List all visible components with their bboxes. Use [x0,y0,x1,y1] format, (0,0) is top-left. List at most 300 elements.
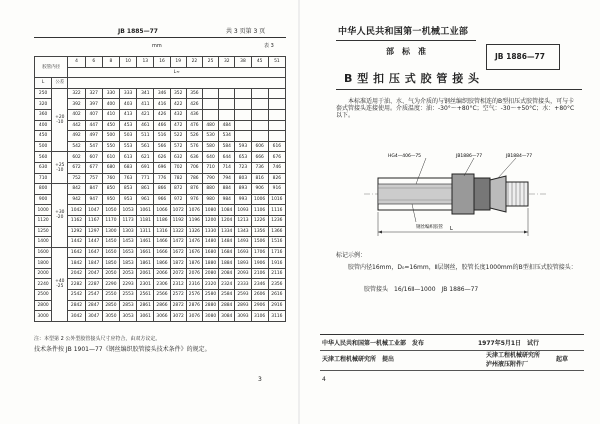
length-value-cell: 1330 [202,226,218,237]
length-value-cell [251,131,268,142]
length-value-cell: 1906 [251,258,268,269]
length-value-cell: 2076 [186,268,202,279]
footer-rule-3 [320,370,584,371]
marking-text: 胶管内径16mm，D₀=16mm，Ⅱ层钢丝，胶管长度1000mm的B型扣压式胶管接头： [348,264,577,271]
length-value-cell: 906 [251,184,268,195]
length-value-cell: 584 [219,141,235,152]
hose-length-cell: 2000 [35,268,52,279]
length-value-cell: 776 [154,173,170,184]
length-value-cell [202,99,218,110]
length-value-cell: 407 [85,109,102,120]
length-value-cell: 1167 [85,215,102,226]
ministry-rule [336,40,476,41]
length-value-cell: 1116 [268,205,285,216]
length-value-cell: 803 [235,173,251,184]
length-value-cell: 876 [186,184,202,195]
length-value-cell: 1173 [120,215,137,226]
length-value-cell: 1850 [102,258,119,269]
inner-diameter-header: 19 [170,57,186,68]
length-value-cell: 453 [120,120,137,131]
length-value-cell: 2561 [137,290,154,301]
length-value-cell: 1311 [137,226,154,237]
length-value-cell: 723 [235,162,251,173]
length-value-cell: 691 [137,162,154,173]
table-row [35,300,286,311]
length-value-cell: 572 [170,141,186,152]
length-value-cell: 422 [170,99,186,110]
length-value-cell: 626 [154,152,170,163]
length-value-cell: 2542 [68,290,85,301]
length-header: L [35,78,52,89]
length-value-cell: 706 [186,162,202,173]
length-value-cell: 1450 [102,237,119,248]
inner-diameter-header: 25 [202,57,218,68]
length-value-cell: 1016 [268,194,285,205]
length-value-cell: 1366 [268,226,285,237]
hose-length-cell: 3000 [35,311,52,322]
length-value-cell: 2301 [137,279,154,290]
length-value-cell: 497 [85,131,102,142]
length-value-cell: 327 [85,88,102,99]
right-page [300,0,600,424]
hose-length-cell: 450 [35,131,52,142]
length-value-cell: 3061 [137,311,154,322]
length-value-cell: 1476 [186,237,202,248]
length-value-cell: 947 [85,194,102,205]
length-value-cell: 322 [68,88,85,99]
length-value-cell: 1236 [268,215,285,226]
length-value-cell: 333 [120,88,137,99]
table-subheader-row [35,67,286,78]
length-value-cell: 466 [154,120,170,131]
length-value-cell: 993 [235,194,251,205]
ministry-name: 中华人民共和国第一机械工业部 [338,27,469,37]
length-value-cell: 677 [85,162,102,173]
length-value-cell: 2842 [68,300,85,311]
length-value-cell: 3072 [170,311,186,322]
footer-proposer: 天津工程机械研究所 提出 [322,356,395,363]
drawing-hose-label: 钢丝编织胶管 [416,225,443,230]
inner-diameter-header: 32 [219,57,235,68]
length-value-cell: 893 [235,184,251,195]
length-value-cell: 1061 [137,205,154,216]
scope-paragraph: 本标准适用于油、水、气为介质的与钢丝编织胶管相连的B型扣压式胶管接头，可与卡套式管接头连接使用。介质温度：油：-30°～+80°C；空气：-30～+50°C；水：+80°C以下。 [336,98,575,119]
length-value-cell: 2584 [219,290,235,301]
length-value-cell: 842 [68,184,85,195]
length-value-cell: 1693 [235,247,251,258]
length-value-cell: 771 [137,173,154,184]
length-value-cell: 816 [251,173,268,184]
length-value-cell: 1866 [154,258,170,269]
length-value-cell: 702 [170,162,186,173]
length-value-cell: 2306 [154,279,170,290]
length-value-cell: 1334 [219,226,235,237]
left-page-number: 3 [258,376,262,383]
length-value-cell: 760 [102,173,119,184]
table-row [35,237,286,248]
length-value-cell: 1453 [120,237,137,248]
length-value-cell: 3084 [219,311,235,322]
inner-diameter-header: 10 [120,57,137,68]
length-value-cell: 2084 [219,268,235,279]
length-value-cell: 1516 [268,237,285,248]
table-subheader-row [35,78,286,89]
length-value-cell [251,109,268,120]
length-value-cell: 2290 [102,279,119,290]
length-value-cell: 794 [219,173,235,184]
length-value-cell: 400 [102,99,119,110]
document-title: B 型 扣 压 式 胶 管 接 头 [344,72,480,85]
inner-diameter-header: 8 [102,57,119,68]
length-value-cell: 1893 [235,258,251,269]
length-value-cell: 3053 [120,311,137,322]
length-value-cell: 1661 [137,247,154,258]
length-value-cell: 2550 [102,290,119,301]
length-value-cell: 961 [137,194,154,205]
hose-length-cell: 400 [35,120,52,131]
length-value-cell: 736 [251,162,268,173]
table-row [35,152,286,163]
length-value-cell [235,120,251,131]
length-value-cell [268,88,285,99]
length-value-cell: 1647 [85,247,102,258]
length-value-cell: 1506 [251,237,268,248]
corner-header: 胶管内径 [35,57,68,78]
length-value-cell: 503 [120,131,137,142]
length-value-cell: 2553 [120,290,137,301]
length-value-cell: 950 [102,194,119,205]
table-row [35,226,286,237]
length-value-cell: 534 [219,131,235,142]
standard-number: JB 1886—77 [495,52,545,61]
length-value-cell: 696 [154,162,170,173]
length-value-cell: 2884 [219,300,235,311]
length-value-cell: 3047 [85,311,102,322]
table-row [35,131,286,142]
table-row [35,258,286,269]
hose-length-cell: 1400 [35,237,52,248]
length-value-cell: 676 [268,152,285,163]
length-value-cell: 542 [68,141,85,152]
left-page-info: 共 3 页第 3 页 [226,28,266,35]
length-value-cell: 2872 [170,300,186,311]
length-value-cell: 550 [102,141,119,152]
length-value-cell [268,131,285,142]
length-value-cell: 853 [120,184,137,195]
length-value-cell: 2053 [120,268,137,279]
title-rule [336,89,582,90]
length-value-cell: 2080 [202,268,218,279]
length-value-cell: 413 [120,109,137,120]
header-rule [34,37,286,38]
length-value-cell: 2566 [154,290,170,301]
table-row [35,279,286,290]
length-value-cell: 1297 [85,226,102,237]
length-value-cell: 916 [268,184,285,195]
hose-length-cell: 630 [35,162,52,173]
length-value-cell: 3106 [251,311,268,322]
length-value-cell: 1080 [202,205,218,216]
length-value-cell: 2047 [85,268,102,279]
hose-fitting-drawing [356,148,556,244]
length-value-cell: 2876 [186,300,202,311]
table-row [35,99,286,110]
length-value-cell: 3042 [68,311,85,322]
length-value-cell: 472 [170,120,186,131]
length-value-cell: 782 [170,173,186,184]
inner-diameter-header: 6 [85,57,102,68]
hose-length-cell: 710 [35,173,52,184]
footer-date: 1977年5月1日 试行 [478,340,540,347]
length-value-cell: 1162 [68,215,85,226]
length-value-cell: 980 [202,194,218,205]
length-value-cell: 2356 [268,279,285,290]
length-value-cell: 421 [137,109,154,120]
length-value-cell: 2293 [120,279,137,290]
length-value-cell: 1192 [170,215,186,226]
length-value-cell: 530 [202,131,218,142]
length-value-cell: 2316 [186,279,202,290]
length-value-cell: 1676 [186,247,202,258]
length-value-cell: 3076 [186,311,202,322]
length-value-cell: 436 [186,109,202,120]
length-value-cell: 1861 [137,258,154,269]
inner-diameter-header: 13 [137,57,154,68]
length-value-cell: 1876 [186,258,202,269]
length-value-cell: 1050 [102,205,119,216]
length-value-cell: 2880 [202,300,218,311]
length-value-cell: 2576 [186,290,202,301]
length-value-cell: 484 [219,120,235,131]
length-value-cell: 1322 [170,226,186,237]
length-value-cell: 1684 [219,247,235,258]
length-value-cell: 1181 [137,215,154,226]
blank-header [68,78,286,89]
length-value-cell: 516 [154,131,170,142]
length-value-cell: 2847 [85,300,102,311]
length-value-cell: 1066 [154,205,170,216]
length-value-cell: 1106 [251,205,268,216]
length-value-cell: 1642 [68,247,85,258]
table-header-row [35,57,286,68]
unit-label: mm [152,43,162,49]
length-value-cell: 426 [154,109,170,120]
length-value-cell: 561 [137,141,154,152]
length-value-cell: 1170 [102,215,119,226]
tolerance-cell: +25 -10 [52,152,68,184]
hose-length-cell: 1800 [35,258,52,269]
length-value-cell: 2061 [137,268,154,279]
length-value-cell: 621 [137,152,154,163]
hose-length-cell: 2240 [35,279,52,290]
length-value-cell: 397 [85,99,102,110]
length-value-cell [268,120,285,131]
length-value-cell: 1666 [154,247,170,258]
footer-rule [320,334,584,335]
length-value-cell: 632 [170,152,186,163]
drawing-callout-2: JB1886—77 [456,154,483,159]
length-value-cell: 416 [154,99,170,110]
length-value-cell: 526 [186,131,202,142]
length-value-cell: 1672 [170,247,186,258]
length-value-cell: 1196 [186,215,202,226]
length-value-cell: 1461 [137,237,154,248]
footer-drafter-1: 天津工程机械研究所 [486,352,541,359]
length-value-cell: 1006 [251,194,268,205]
tolerance-cell: +20 -10 [52,88,68,152]
length-value-cell: 2547 [85,290,102,301]
length-value-cell: 2916 [268,300,285,311]
length-value-cell: 966 [154,194,170,205]
length-value-cell: 672 [68,162,85,173]
length-value-cell: 2106 [251,268,268,279]
length-value-cell: 1084 [219,205,235,216]
length-value-cell: 2320 [202,279,218,290]
length-value-cell: 346 [154,88,170,99]
length-value-cell [235,99,251,110]
length-value-cell: 352 [170,88,186,99]
length-value-cell: 547 [85,141,102,152]
length-value-cell: 880 [202,184,218,195]
table-row [35,141,286,152]
table-row [35,311,286,322]
hose-length-cell: 1000 [35,205,52,216]
length-symbol-header: L≈ [68,67,286,78]
length-value-cell: 2072 [170,268,186,279]
hose-length-cell: 1120 [35,215,52,226]
length-value-cell: 1653 [120,247,137,258]
length-value-cell: 356 [186,88,202,99]
tolerance-header: 公差 [52,78,68,89]
length-value-cell: 2346 [251,279,268,290]
length-value-cell: 872 [170,184,186,195]
length-value-cell [219,88,235,99]
table-row [35,268,286,279]
length-value-cell: 1200 [202,215,218,226]
length-value-cell: 403 [120,99,137,110]
length-value-cell: 3050 [102,311,119,322]
table-note: 注：本型第 2 公外型胶管接头尺寸应符合，由双方议定。 [34,336,161,342]
length-value-cell: 593 [235,141,251,152]
length-value-cell: 1186 [154,215,170,226]
inner-diameter-header: 16 [154,57,170,68]
length-value-cell: 500 [102,131,119,142]
table-row [35,88,286,99]
length-value-cell: 752 [68,173,85,184]
length-value-cell: 1042 [68,205,85,216]
right-page-number: 4 [322,376,326,383]
length-value-cell: 790 [202,173,218,184]
length-value-cell: 1292 [68,226,85,237]
length-value-cell: 1650 [102,247,119,258]
length-value-cell: 714 [219,162,235,173]
hose-length-cell: 800 [35,184,52,195]
length-value-cell [235,88,251,99]
length-value-cell: 341 [137,88,154,99]
hose-length-cell: 2800 [35,300,52,311]
length-value-cell: 2853 [120,300,137,311]
length-value-cell: 1072 [170,205,186,216]
length-value-cell: 2616 [268,290,285,301]
length-value-cell: 1326 [186,226,202,237]
length-value-cell: 426 [186,99,202,110]
footer-rule-2 [320,350,584,351]
table-row [35,109,286,120]
inner-diameter-header: 38 [235,57,251,68]
length-value-cell: 2593 [235,290,251,301]
length-value-cell: 666 [251,152,268,163]
length-value-cell: 1842 [68,258,85,269]
length-value-cell: 1093 [235,205,251,216]
length-value-cell: 1047 [85,205,102,216]
inner-diameter-header: 51 [268,57,285,68]
length-value-cell: 3093 [235,311,251,322]
length-value-cell: 1466 [154,237,170,248]
tolerance-cell: +30 -20 [52,184,68,248]
length-value-cell: 492 [68,131,85,142]
standard-category: 部 标 准 [386,47,426,56]
length-value-cell: 1226 [251,215,268,226]
length-value-cell: 984 [219,194,235,205]
length-value-cell: 461 [137,120,154,131]
length-value-cell [251,88,268,99]
length-value-cell: 953 [120,194,137,205]
table-row [35,215,286,226]
length-value-cell: 2324 [219,279,235,290]
table-row [35,205,286,216]
table-row [35,173,286,184]
hose-length-cell: 2500 [35,290,52,301]
length-value-cell: 402 [68,109,85,120]
hose-length-cell: 320 [35,99,52,110]
length-value-cell: 2333 [235,279,251,290]
length-value-cell: 616 [268,141,285,152]
length-value-cell: 1884 [219,258,235,269]
length-value-cell: 636 [186,152,202,163]
length-value-cell: 613 [120,152,137,163]
length-value-cell [219,109,235,120]
technical-conditions: 技术条件按 JB 1901—77《钢丝编织胶管接头技术条件》的规定。 [34,346,211,353]
length-value-cell: 580 [202,141,218,152]
length-value-cell: 1316 [154,226,170,237]
length-value-cell: 2893 [235,300,251,311]
length-value-cell: 683 [120,162,137,173]
table-row [35,120,286,131]
length-value-cell: 710 [202,162,218,173]
length-value-cell: 1447 [85,237,102,248]
length-value-cell: 2093 [235,268,251,279]
length-value-cell: 976 [186,194,202,205]
length-value-cell: 1053 [120,205,137,216]
length-value-cell: 1847 [85,258,102,269]
drawing-callout-3: JB1884—77 [506,154,533,159]
length-value-cell: 1076 [186,205,202,216]
length-value-cell: 2580 [202,290,218,301]
length-value-cell: 2861 [137,300,154,311]
length-value-cell: 850 [102,184,119,195]
length-value-cell: 644 [219,152,235,163]
length-value-cell: 2850 [102,300,119,311]
length-value-cell: 2866 [154,300,170,311]
length-value-cell: 2116 [268,268,285,279]
length-value-cell: 884 [219,184,235,195]
left-standard-number: JB 1885—77 [118,28,158,35]
length-value-cell: 2906 [251,300,268,311]
table-row [35,194,286,205]
length-value-cell: 610 [102,152,119,163]
length-value-cell: 442 [68,120,85,131]
length-value-cell: 566 [154,141,170,152]
